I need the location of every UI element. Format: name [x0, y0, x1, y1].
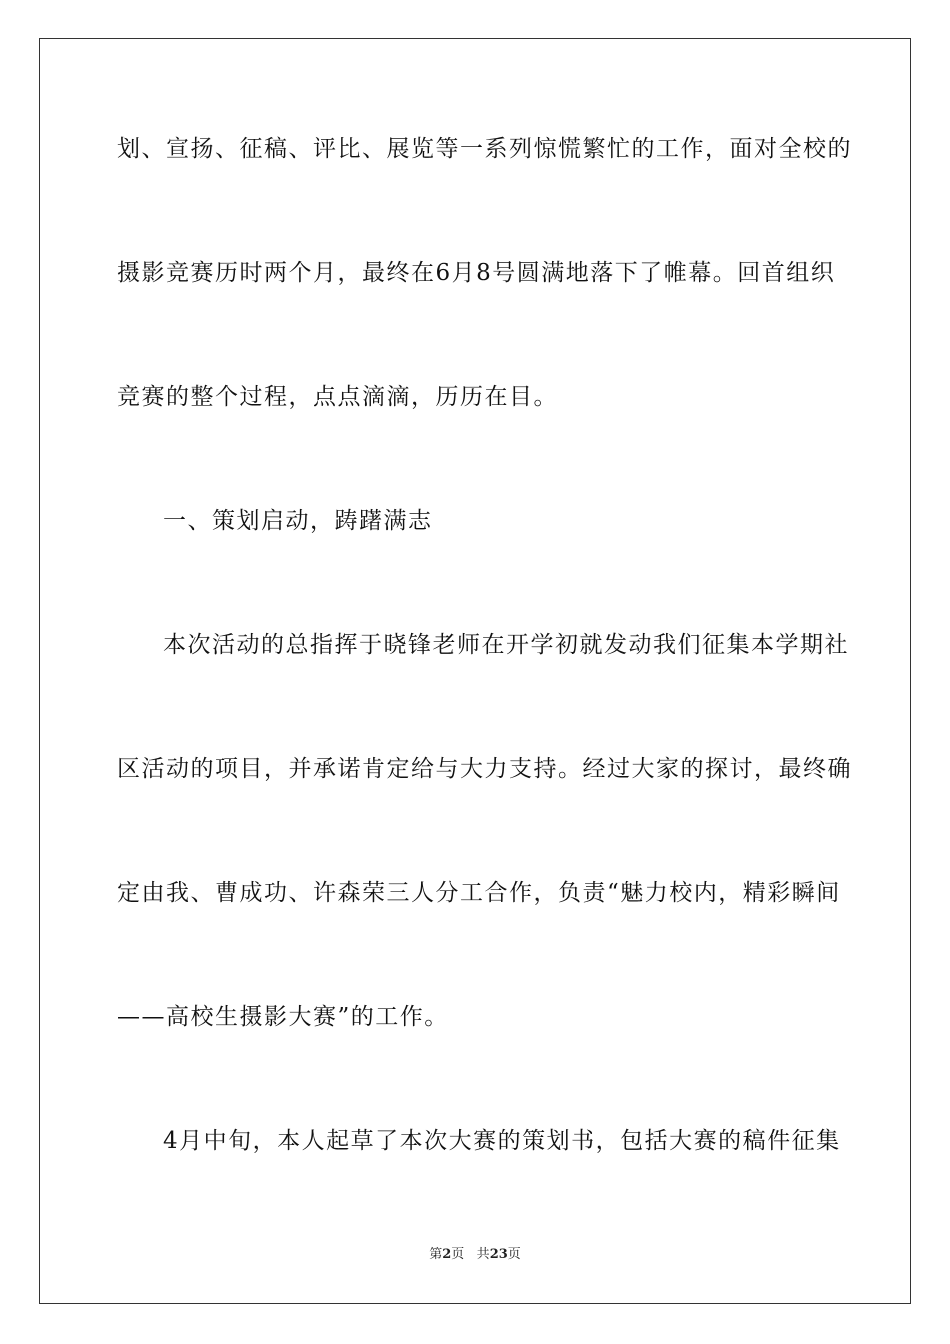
text-line: ——高校生摄影大赛”的工作。 — [117, 1004, 449, 1030]
section-heading: 一、策划启动，踌躇满志 — [163, 508, 433, 534]
total-prefix: 共 — [476, 1247, 490, 1262]
page-prefix: 第 — [429, 1247, 443, 1262]
text-line: 4月中旬，本人起草了本次大赛的策划书，包括大赛的稿件征集 — [163, 1128, 841, 1154]
total-suffix: 页 — [507, 1247, 521, 1262]
text-line: 区活动的项目，并承诺肯定给与大力支持。经过大家的探讨，最终确 — [117, 756, 852, 782]
text-line: 本次活动的总指挥于晓锋老师在开学初就发动我们征集本学期社 — [163, 632, 849, 658]
page-footer — [0, 1246, 950, 1264]
text-line: 定由我、曹成功、许森荣三人分工合作，负责“魅力校内，精彩瞬间 — [117, 880, 841, 906]
text-line: 划、宣扬、征稿、评比、展览等一系列惊慌繁忙的工作，面对全校的 — [117, 136, 852, 162]
page-number: 2 — [442, 1247, 452, 1262]
text-line: 竞赛的整个过程，点点滴滴，历历在目。 — [117, 384, 558, 410]
total-pages: 23 — [489, 1247, 508, 1262]
page-border — [39, 38, 911, 1304]
text-line: 摄影竞赛历时两个月，最终在6月8号圆满地落下了帷幕。回首组织 — [117, 260, 836, 286]
page-suffix: 页 — [451, 1247, 465, 1262]
